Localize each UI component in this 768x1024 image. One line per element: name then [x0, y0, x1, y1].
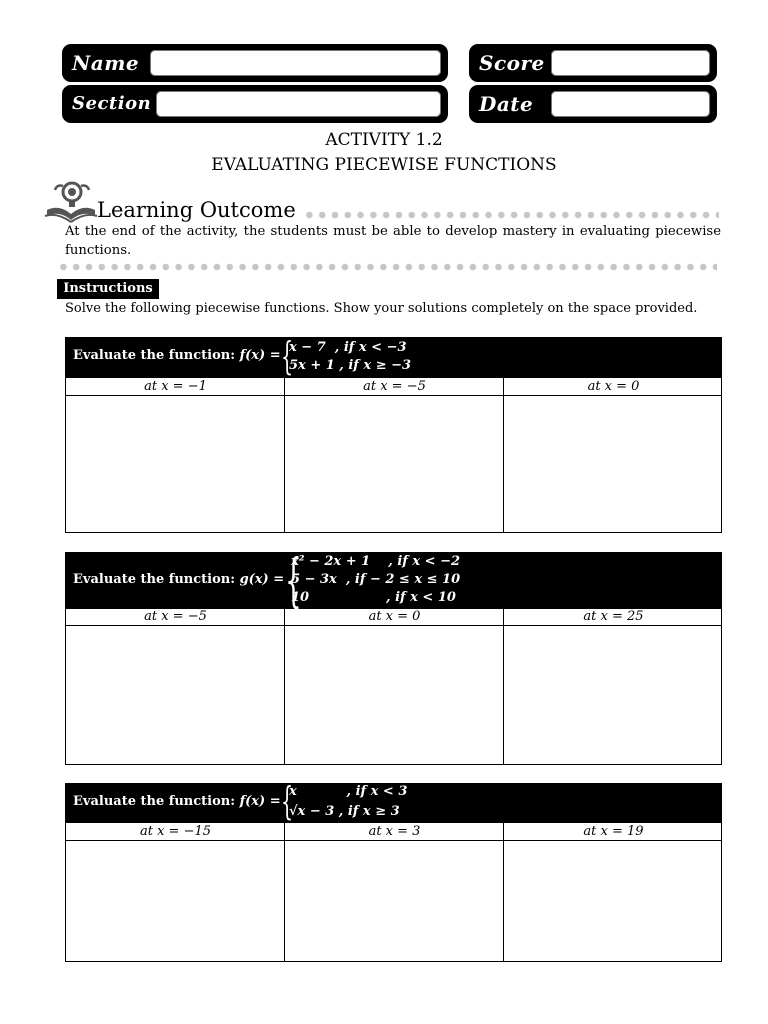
case-line: √x − 3 , if x ≥ 3 [289, 804, 400, 819]
section-box [62, 85, 448, 123]
problem-2 [65, 546, 722, 765]
score-field[interactable] [549, 48, 712, 78]
brace: { [281, 779, 294, 823]
evaluation-point: at x = −15 [139, 824, 212, 839]
evaluation-point: at x = −1 [144, 379, 207, 394]
date-label: Date [479, 92, 534, 116]
date-field[interactable] [549, 89, 712, 119]
dotted-divider [303, 211, 719, 219]
case-line: 10 , if x < 10 [291, 590, 456, 605]
case-line: 5 − 3x , if − 2 ≤ x ≤ 10 [291, 572, 461, 587]
learning-outcome-heading: Learning Outcome [97, 198, 296, 222]
evaluation-point: at x = 25 [583, 609, 644, 624]
problem-1 [65, 334, 722, 533]
problem-label: Evaluate the function: f(x) = [73, 348, 281, 363]
problem-header [65, 546, 722, 614]
case-line: 5x + 1 , if x ≥ −3 [289, 358, 412, 373]
activity-number: ACTIVITY 1.2 [325, 130, 443, 150]
evaluation-point: at x = −5 [363, 379, 426, 394]
evaluation-point: at x = −5 [144, 609, 207, 624]
instructions-label: Instructions [57, 279, 159, 299]
evaluation-point: at x = 0 [587, 379, 640, 394]
evaluation-point: at x = 19 [583, 824, 644, 839]
case-line: x² − 2x + 1 , if x < −2 [291, 554, 461, 569]
score-label: Score [479, 51, 545, 75]
evaluation-point: at x = 0 [368, 609, 421, 624]
brace: { [281, 334, 294, 378]
section-field[interactable] [154, 89, 443, 119]
name-label: Name [72, 51, 140, 75]
instructions-text: Solve the following piecewise functions. Show your solutions completely on the space provided. [65, 301, 698, 316]
activity-title: EVALUATING PIECEWISE FUNCTIONS [211, 155, 557, 175]
problem-header [65, 334, 722, 378]
dotted-divider [57, 263, 717, 271]
problem-label: Evaluate the function: g(x) = [73, 572, 285, 587]
case-line: x , if x < 3 [289, 784, 408, 799]
name-box [62, 44, 448, 82]
problem-header [65, 779, 722, 823]
answer-grid [65, 609, 722, 765]
case-line: x − 7 , if x < −3 [289, 340, 407, 355]
lightbulb-book-icon [43, 180, 99, 226]
date-box [469, 85, 717, 123]
problem-label: Evaluate the function: f(x) = [73, 794, 281, 809]
section-label: Section [72, 93, 152, 114]
brace: { [285, 546, 302, 614]
name-field[interactable] [148, 48, 443, 78]
answer-grid [65, 378, 722, 533]
answer-grid [65, 823, 722, 962]
score-box [469, 44, 717, 82]
evaluation-point: at x = 3 [368, 824, 421, 839]
problem-3 [65, 779, 722, 962]
learning-outcome-text: At the end of the activity, the students must be able to develop mastery in evaluating piecewise functions. [65, 224, 721, 258]
